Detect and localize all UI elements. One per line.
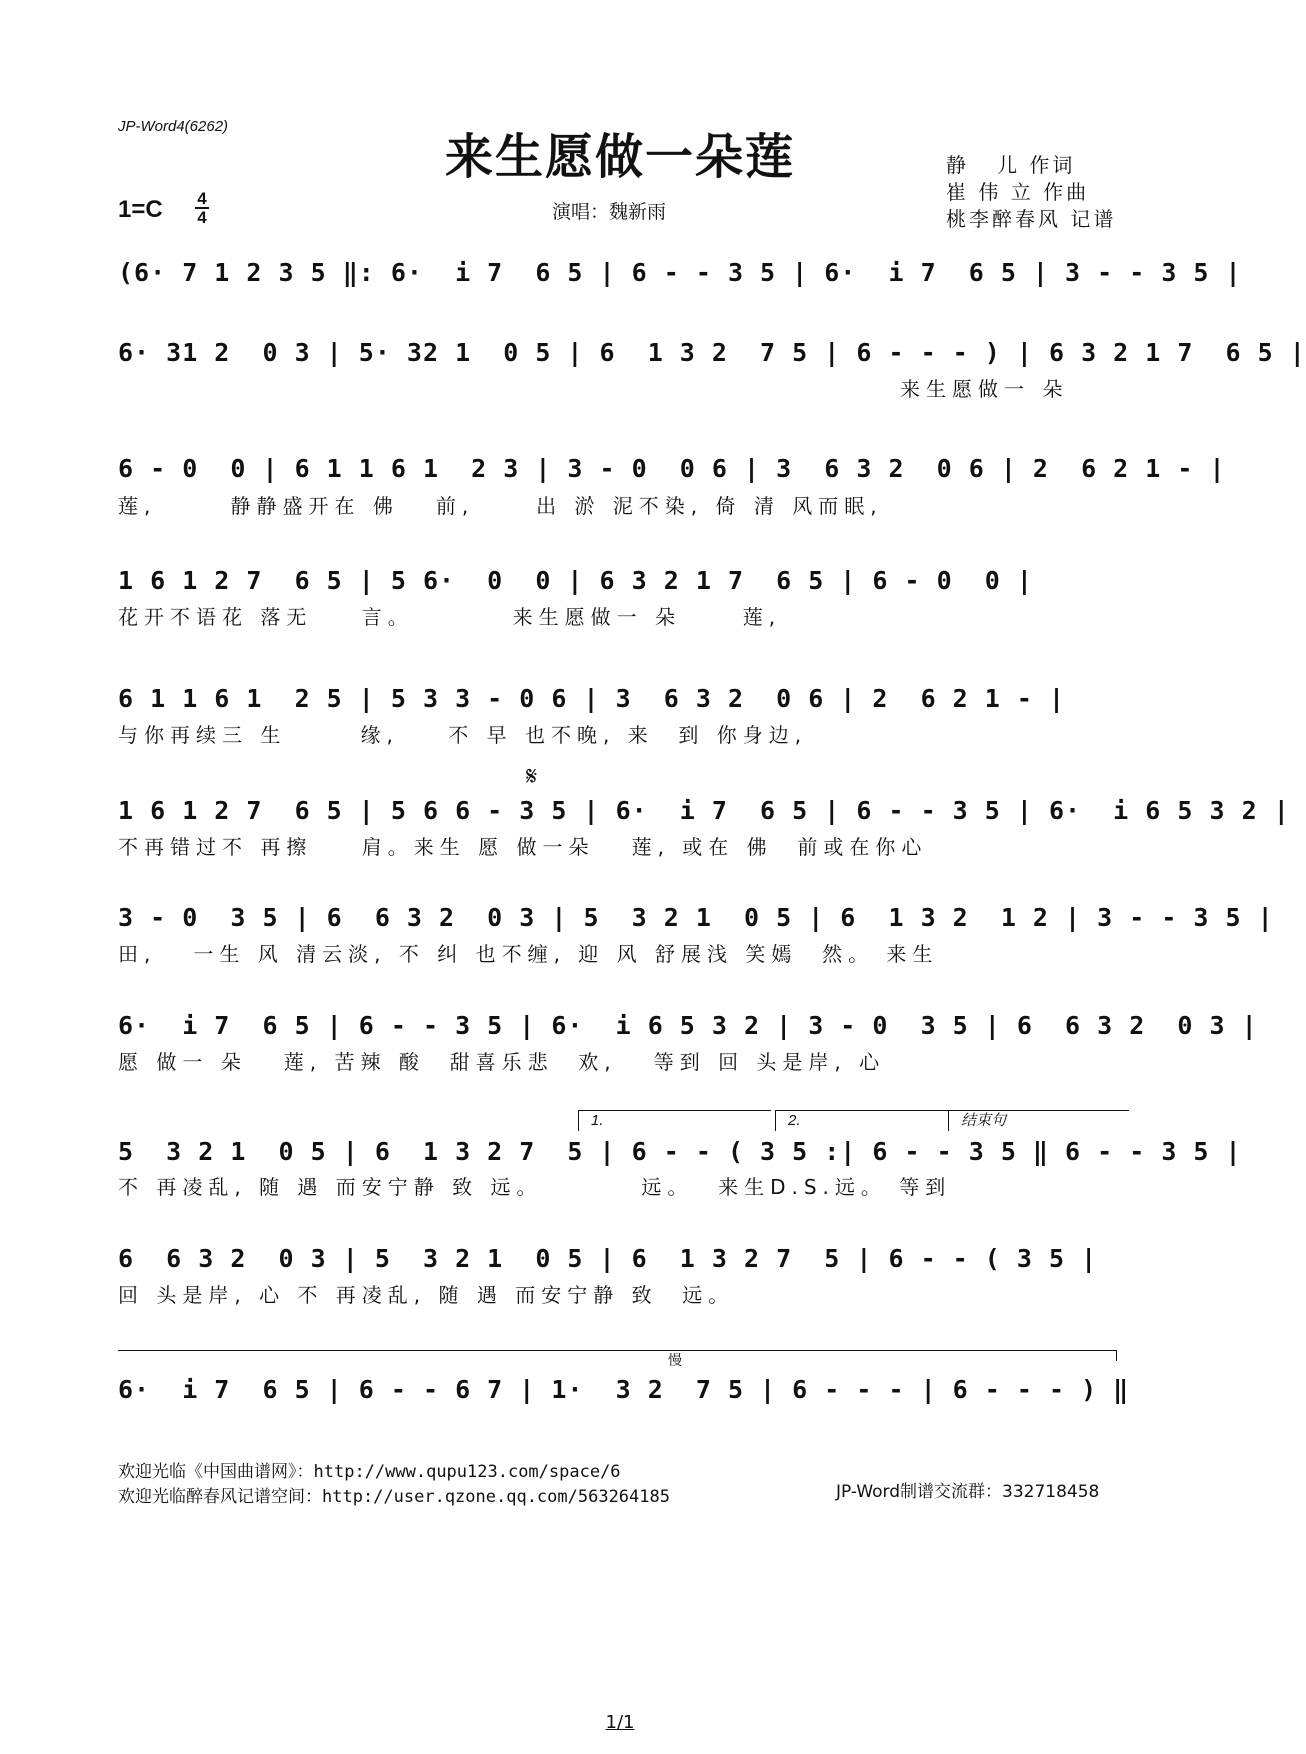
qq-group: JP-Word制谱交流群：332718458 — [836, 1482, 1100, 1502]
time-signature — [192, 190, 212, 226]
score-row-10-notes: 6 6 3 2 0 3 | 5 3 2 1 0 5 | 6 1 3 2 7 5 | 6 - - ( 3 5 | — [118, 1244, 1098, 1273]
score-row-10-lyrics: 回 头是岸, 心 不 再凌乱, 随 遇 而安宁静 致 远。 — [118, 1283, 735, 1307]
composer-credit: 崔 伟 立 作曲 — [946, 180, 1090, 204]
score-row-4-notes: 1 6 1 2 7 6 5 | 5 6· 0 0 | 6 3 2 1 7 6 5 | 6 - 0 0 | — [118, 566, 1033, 595]
time-bottom: 4 — [197, 208, 207, 227]
score-row-1-lyrics — [118, 292, 1128, 320]
tempo-slow-mark: 慢 — [668, 1353, 682, 1369]
footer-links — [118, 1460, 670, 1510]
volta-2: 2. — [775, 1110, 948, 1131]
score-row-11-notes: 6· i 7 6 5 | 6 - - 6 7 | 1· 3 2 7 5 | 6 - - - | 6 - - - ) ‖ — [118, 1375, 1130, 1404]
score-row-8-notes: 6· i 7 6 5 | 6 - - 3 5 | 6· i 6 5 3 2 | 3 - 0 3 5 | 6 6 3 2 0 3 | — [118, 1011, 1258, 1040]
lyricist-credit: 静 儿 作词 — [946, 153, 1076, 177]
footer-link-2: 欢迎光临醉春风记谱空间：http://user.qzone.qq.com/563264185 — [118, 1487, 670, 1507]
score-row-2-lyrics: 来生愿做一 朵 — [900, 377, 1069, 401]
score-row-5-lyrics: 与你再续三 生 缘, 不 早 也不晚, 来 到 你身边, — [118, 723, 808, 747]
segno-mark: 𝄋 — [526, 762, 538, 792]
score-row-3-notes: 6 - 0 0 | 6 1 1 6 1 2 3 | 3 - 0 0 6 | 3 6 3 2 0 6 | 2 6 2 1 - | — [118, 454, 1226, 483]
score-row-8-lyrics: 愿 做一 朵 莲, 苦辣 酸 甜喜乐悲 欢, 等到 回 头是岸, 心 — [118, 1050, 886, 1074]
score-row-2-notes: 6· 31 2 0 3 | 5· 32 1 0 5 | 6 1 3 2 7 5 | 6 - - - ) | 6 3 2 1 7 6 5 | — [118, 338, 1306, 367]
score-row-9-lyrics: 不 再凌乱, 随 遇 而安宁静 致 远。 远。 来生D.S.远。 等到 — [118, 1175, 952, 1199]
score-row-6-notes: 1 6 1 2 7 6 5 | 5 6 6 - 3 5 | 6· i 7 6 5 | 6 - - 3 5 | 6· i 6 5 3 2 | — [118, 796, 1290, 825]
score-row-6-lyrics: 不再错过不 再擦 肩。来生 愿 做一朵 莲, 或在 佛 前或在你心 — [118, 835, 928, 859]
ending-marker: 结束句 — [948, 1110, 1129, 1131]
score-row-1-notes: (6· 7 1 2 3 5 ‖: 6· i 7 6 5 | 6 - - 3 5 | 6· i 7 6 5 | 3 - - 3 5 | — [118, 258, 1242, 287]
singer-credit: 演唱：魏新雨 — [552, 201, 667, 223]
score-row-7-notes: 3 - 0 3 5 | 6 6 3 2 0 3 | 5 3 2 1 0 5 | 6 1 3 2 1 2 | 3 - - 3 5 | — [118, 903, 1274, 932]
score-row-3-lyrics: 莲, 静静盛开在 佛 前, 出 淤 泥不染, 倚 清 风而眠, — [118, 494, 883, 518]
page-number: 1/1 — [605, 1712, 635, 1733]
transcriber-credit: 桃李醉春风 记谱 — [946, 207, 1117, 231]
score-row-9-notes: 5 3 2 1 0 5 | 6 1 3 2 7 5 | 6 - - ( 3 5 :| 6 - - 3 5 ‖ 6 - - 3 5 | — [118, 1137, 1242, 1166]
score-row-4-lyrics: 花开不语花 落无 言。 来生愿做一 朵 莲, — [118, 605, 782, 629]
software-label: JP-Word4(6262) — [118, 118, 229, 135]
final-system-bracket — [118, 1350, 1117, 1361]
volta-1: 1. — [578, 1110, 771, 1131]
score-row-5-notes: 6 1 1 6 1 2 5 | 5 3 3 - 0 6 | 3 6 3 2 0 6 | 2 6 2 1 - | — [118, 684, 1066, 713]
footer-link-1: 欢迎光临《中国曲谱网》：http://www.qupu123.com/space/6 — [118, 1462, 621, 1482]
song-title: 来生愿做一朵莲 — [444, 129, 795, 185]
key-signature: 1=C — [118, 196, 163, 223]
time-top: 4 — [197, 189, 207, 208]
credits — [946, 152, 1116, 233]
score-row-7-lyrics: 田, 一生 风 清云淡, 不 纠 也不缠, 迎 风 舒展浅 笑嫣 然。 来生 — [118, 942, 939, 966]
